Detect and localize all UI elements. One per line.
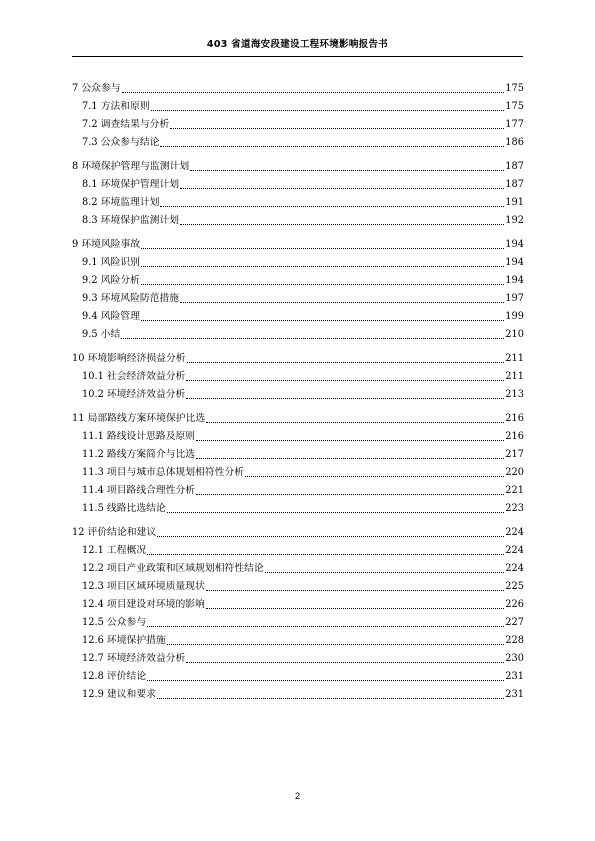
toc-entry-title: 10.2 环境经济效益分析 bbox=[82, 389, 186, 400]
toc-entry-title: 11.4 项目路线合理性分析 bbox=[82, 485, 196, 496]
toc-entry-title: 9.5 小结 bbox=[82, 329, 121, 340]
toc-entry-title: 7 公众参与 bbox=[72, 83, 121, 94]
toc-dot-leader bbox=[196, 440, 504, 441]
toc-entry-page: 231 bbox=[505, 671, 524, 682]
toc-entry-title: 12.5 公众参与 bbox=[82, 617, 147, 628]
toc-entry-title: 12.3 项目区域环境质量现状 bbox=[82, 581, 205, 592]
toc-section-entry[interactable] bbox=[72, 287, 524, 305]
toc-entry-title: 8.3 环境保护监测计划 bbox=[82, 215, 180, 226]
toc-entry-title: 8 环境保护管理与监测计划 bbox=[72, 161, 190, 172]
toc-dot-leader bbox=[160, 146, 504, 147]
toc-dot-leader bbox=[141, 248, 504, 249]
toc-section-entry[interactable] bbox=[72, 593, 524, 611]
toc-section-entry[interactable] bbox=[72, 497, 524, 515]
toc-entry-page: 191 bbox=[505, 197, 524, 208]
toc-entry-title: 7.2 调查结果与分析 bbox=[82, 119, 170, 130]
toc-section-entry[interactable] bbox=[72, 383, 524, 401]
toc-section-entry[interactable] bbox=[72, 365, 524, 383]
toc-entry-title: 12.2 项目产业政策和区域规划相符性结论 bbox=[82, 563, 264, 574]
toc-entry-page: 199 bbox=[505, 311, 524, 322]
toc-section-entry[interactable] bbox=[72, 479, 524, 497]
toc-dot-leader bbox=[186, 380, 504, 381]
toc-entry-title: 8.1 环境保护管理计划 bbox=[82, 179, 180, 190]
toc-section-entry[interactable] bbox=[72, 209, 524, 227]
toc-dot-leader bbox=[147, 554, 504, 555]
toc-entry-page: 223 bbox=[505, 503, 524, 514]
toc-section-entry[interactable] bbox=[72, 665, 524, 683]
toc-chapter-entry[interactable] bbox=[72, 77, 524, 95]
toc-entry-page: 213 bbox=[505, 389, 524, 400]
toc-dot-leader bbox=[206, 590, 504, 591]
toc-entry-page: 224 bbox=[505, 527, 524, 538]
toc-dot-leader bbox=[147, 680, 504, 681]
toc-entry-page: 228 bbox=[505, 635, 524, 646]
toc-entry-page: 187 bbox=[505, 179, 524, 190]
toc-section-entry[interactable] bbox=[72, 425, 524, 443]
toc-dot-leader bbox=[121, 338, 504, 339]
toc-entry-title: 7.3 公众参与结论 bbox=[82, 137, 160, 148]
toc-entry-page: 216 bbox=[505, 431, 524, 442]
toc-dot-leader bbox=[167, 512, 505, 513]
toc-dot-leader bbox=[167, 644, 505, 645]
toc-entry-page: 194 bbox=[505, 257, 524, 268]
toc-entry-title: 10 环境影响经济损益分析 bbox=[72, 353, 186, 364]
table-of-contents bbox=[72, 77, 524, 701]
toc-entry-title: 11.2 路线方案简介与比选 bbox=[82, 449, 196, 460]
toc-entry-title: 7.1 方法和原则 bbox=[82, 101, 150, 112]
toc-dot-leader bbox=[180, 302, 504, 303]
toc-chapter-entry[interactable] bbox=[72, 233, 524, 251]
toc-entry-title: 11.1 路线设计思路及原则 bbox=[82, 431, 196, 442]
toc-dot-leader bbox=[157, 536, 504, 537]
toc-section-entry[interactable] bbox=[72, 683, 524, 701]
toc-dot-leader bbox=[147, 626, 504, 627]
toc-entry-page: 194 bbox=[505, 239, 524, 250]
toc-dot-leader bbox=[196, 458, 504, 459]
toc-entry-page: 192 bbox=[505, 215, 524, 226]
toc-dot-leader bbox=[245, 476, 504, 477]
toc-entry-page: 211 bbox=[505, 371, 524, 382]
toc-entry-page: 187 bbox=[505, 161, 524, 172]
toc-dot-leader bbox=[196, 494, 504, 495]
toc-entry-title: 11.5 线路比选结论 bbox=[82, 503, 166, 514]
toc-entry-page: 175 bbox=[505, 83, 524, 94]
header-divider bbox=[72, 56, 523, 57]
toc-entry-page: 194 bbox=[505, 275, 524, 286]
toc-entry-page: 230 bbox=[505, 653, 524, 664]
toc-section-entry[interactable] bbox=[72, 95, 524, 113]
toc-entry-page: 220 bbox=[505, 467, 524, 478]
toc-chapter-entry[interactable] bbox=[72, 155, 524, 173]
toc-entry-page: 226 bbox=[505, 599, 524, 610]
toc-section-entry[interactable] bbox=[72, 575, 524, 593]
toc-entry-page: 186 bbox=[505, 137, 524, 148]
toc-entry-page: 231 bbox=[505, 689, 524, 700]
toc-section-entry[interactable] bbox=[72, 305, 524, 323]
toc-entry-title: 12.8 评价结论 bbox=[82, 671, 147, 682]
toc-dot-leader bbox=[206, 422, 504, 423]
toc-entry-page: 197 bbox=[505, 293, 524, 304]
toc-dot-leader bbox=[141, 266, 504, 267]
toc-entry-page: 221 bbox=[505, 485, 524, 496]
toc-entry-title: 12.4 项目建设对环境的影响 bbox=[82, 599, 205, 610]
toc-entry-page: 217 bbox=[505, 449, 524, 460]
toc-dot-leader bbox=[186, 398, 504, 399]
toc-section-entry[interactable] bbox=[72, 611, 524, 629]
toc-entry-page: 216 bbox=[505, 413, 524, 424]
toc-section-entry[interactable] bbox=[72, 557, 524, 575]
toc-entry-page: 225 bbox=[505, 581, 524, 592]
toc-dot-leader bbox=[170, 128, 504, 129]
toc-dot-leader bbox=[186, 662, 504, 663]
toc-dot-leader bbox=[190, 170, 504, 171]
toc-entry-title: 11.3 项目与城市总体规划相符性分析 bbox=[82, 467, 245, 478]
toc-entry-page: 211 bbox=[505, 353, 524, 364]
toc-entry-title: 12.1 工程概况 bbox=[82, 545, 147, 556]
toc-dot-leader bbox=[141, 320, 504, 321]
toc-dot-leader bbox=[157, 698, 504, 699]
toc-dot-leader bbox=[160, 206, 504, 207]
toc-dot-leader bbox=[180, 188, 504, 189]
toc-chapter-entry[interactable] bbox=[72, 521, 524, 539]
toc-dot-leader bbox=[187, 362, 505, 363]
toc-section-entry[interactable] bbox=[72, 323, 524, 341]
toc-dot-leader bbox=[265, 572, 505, 573]
toc-section-entry[interactable] bbox=[72, 191, 524, 209]
toc-entry-title: 9.1 风险识别 bbox=[82, 257, 140, 268]
toc-section-entry[interactable] bbox=[72, 539, 524, 557]
toc-section-entry[interactable] bbox=[72, 113, 524, 131]
toc-section-entry[interactable] bbox=[72, 629, 524, 647]
toc-entry-page: 177 bbox=[505, 119, 524, 130]
toc-entry-title: 9.3 环境风险防范措施 bbox=[82, 293, 180, 304]
toc-section-entry[interactable] bbox=[72, 269, 524, 287]
toc-chapter-entry[interactable] bbox=[72, 407, 524, 425]
toc-chapter-entry[interactable] bbox=[72, 347, 524, 365]
toc-entry-page: 175 bbox=[505, 101, 524, 112]
toc-section-entry[interactable] bbox=[72, 131, 524, 149]
toc-entry-title: 12.9 建议和要求 bbox=[82, 689, 156, 700]
toc-dot-leader bbox=[122, 92, 505, 93]
toc-section-entry[interactable] bbox=[72, 173, 524, 191]
toc-entry-title: 12 评价结论和建议 bbox=[72, 527, 157, 538]
toc-dot-leader bbox=[141, 284, 504, 285]
toc-entry-title: 9.2 风险分析 bbox=[82, 275, 140, 286]
toc-section-entry[interactable] bbox=[72, 251, 524, 269]
page-number: 2 bbox=[294, 791, 300, 801]
toc-dot-leader bbox=[151, 110, 505, 111]
toc-entry-page: 224 bbox=[505, 545, 524, 556]
toc-entry-page: 227 bbox=[505, 617, 524, 628]
toc-dot-leader bbox=[206, 608, 504, 609]
toc-section-entry[interactable] bbox=[72, 461, 524, 479]
toc-entry-title: 8.2 环境监理计划 bbox=[82, 197, 160, 208]
toc-entry-title: 12.6 环境保护措施 bbox=[82, 635, 166, 646]
toc-entry-title: 9 环境风险事故 bbox=[72, 239, 141, 250]
page-header-title: 403 省道海安段建设工程环境影响报告书 bbox=[206, 39, 389, 50]
toc-section-entry[interactable] bbox=[72, 647, 524, 665]
toc-dot-leader bbox=[180, 224, 504, 225]
toc-section-entry[interactable] bbox=[72, 443, 524, 461]
toc-entry-title: 9.4 风险管理 bbox=[82, 311, 140, 322]
toc-entry-title: 11 局部路线方案环境保护比选 bbox=[72, 413, 206, 424]
toc-entry-title: 10.1 社会经济效益分析 bbox=[82, 371, 186, 382]
toc-entry-page: 224 bbox=[505, 563, 524, 574]
toc-entry-title: 12.7 环境经济效益分析 bbox=[82, 653, 186, 664]
toc-entry-page: 210 bbox=[505, 329, 524, 340]
